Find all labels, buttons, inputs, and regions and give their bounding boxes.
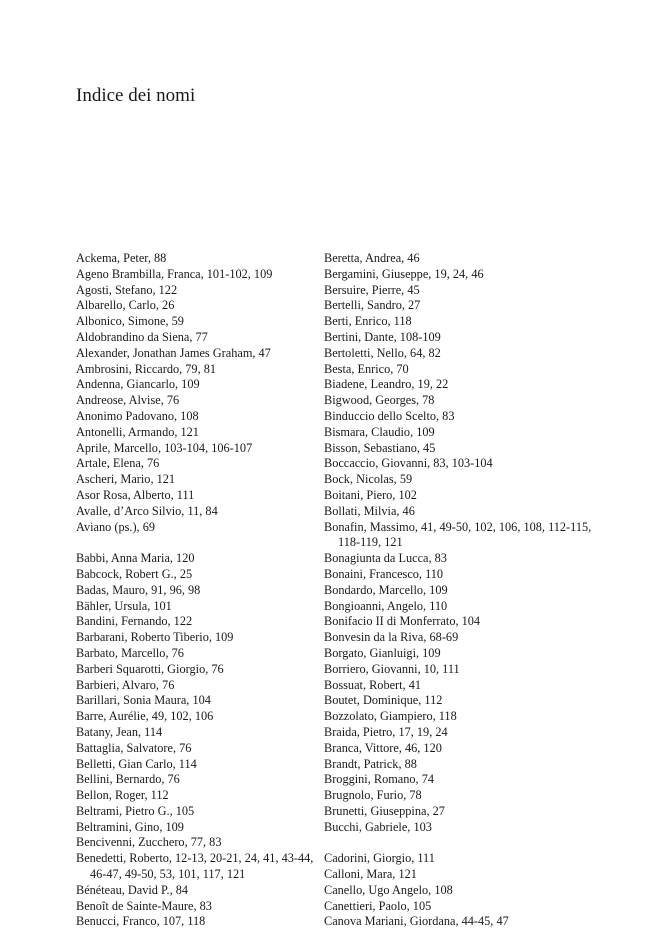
index-entry: Bellon, Roger, 112: [76, 788, 169, 803]
index-column-left: [76, 251, 316, 930]
index-entry: Batany, Jean, 114: [76, 724, 163, 739]
index-entry: Beretta, Andrea, 46: [324, 251, 420, 265]
index-entry: Barbarani, Roberto Tiberio, 109: [76, 630, 234, 645]
index-entry: Bozzolato, Giampiero, 118: [324, 709, 457, 724]
index-entry: Antonelli, Armando, 121: [76, 424, 199, 439]
index-entry: Belletti, Gian Carlo, 114: [76, 756, 197, 771]
index-entry: Alexander, Jonathan James Graham, 47: [76, 345, 271, 360]
index-entry: Ambrosini, Riccardo, 79, 81: [76, 361, 217, 376]
index-entry: Beltramini, Gino, 109: [76, 819, 184, 834]
index-entry: Ascheri, Mario, 121: [76, 472, 176, 487]
index-entry: Bigwood, Georges, 78: [324, 393, 435, 408]
index-entry: Bertelli, Sandro, 27: [324, 298, 421, 313]
index-entry: Canettieri, Paolo, 105: [324, 898, 432, 913]
index-entry: Benucci, Franco, 107, 118: [76, 914, 206, 929]
index-entry: Bossuat, Robert, 41: [324, 677, 422, 692]
index-entry: Barre, Aurélie, 49, 102, 106: [76, 709, 214, 724]
index-entry: Bismara, Claudio, 109: [324, 424, 435, 439]
index-entry: Bisson, Sebastiano, 45: [324, 440, 436, 455]
index-entry: Calloni, Mara, 121: [324, 867, 417, 882]
index-entry: Babcock, Robert G., 25: [76, 566, 193, 581]
index-entry: Canello, Ugo Angelo, 108: [324, 882, 453, 897]
index-entry: Bersuire, Pierre, 45: [324, 282, 420, 297]
index-entry: Brunetti, Giuseppina, 27: [324, 803, 445, 818]
index-entry: Bollati, Milvia, 46: [324, 503, 415, 518]
index-entry: Andenna, Giancarlo, 109: [76, 377, 200, 392]
index-entry: Battaglia, Salvatore, 76: [76, 740, 192, 755]
index-entry: Barbieri, Alvaro, 76: [76, 677, 175, 692]
index-entry: Ackema, Peter, 88: [76, 251, 167, 265]
index-entry: Anonimo Padovano, 108: [76, 408, 199, 423]
index-entry: Biadene, Leandro, 19, 22: [324, 377, 449, 392]
index-entry: Braida, Pietro, 17, 19, 24: [324, 724, 448, 739]
index-entry: Bergamini, Giuseppe, 19, 24, 46: [324, 266, 484, 281]
index-entry: Bellini, Bernardo, 76: [76, 772, 180, 787]
index-entry: Babbi, Anna Maria, 120: [76, 551, 195, 566]
index-entry: Boitani, Piero, 102: [324, 487, 417, 502]
index-entry: Benoît de Sainte-Maure, 83: [76, 898, 212, 913]
index-entry: Bonifacio II di Monferrato, 104: [324, 614, 481, 629]
index-entry: Brugnolo, Furio, 78: [324, 788, 422, 803]
index-entry: Bonagiunta da Lucca, 83: [324, 551, 447, 566]
index-entry: Asor Rosa, Alberto, 111: [76, 487, 195, 502]
index-entry: Bonaini, Francesco, 110: [324, 566, 444, 581]
index-entry: Bertoletti, Nello, 64, 82: [324, 345, 441, 360]
index-entry: Branca, Vittore, 46, 120: [324, 740, 442, 755]
index-entry: Agosti, Stefano, 122: [76, 282, 178, 297]
index-entry: Bondardo, Marcello, 109: [324, 582, 448, 597]
index-entry: Bucchi, Gabriele, 103: [324, 819, 432, 834]
index-entry: Borgato, Gianluigi, 109: [324, 645, 441, 660]
index-entry: Ageno Brambilla, Franca, 101-102, 109: [76, 266, 273, 281]
index-entry: Aprile, Marcello, 103-104, 106-107: [76, 440, 253, 455]
index-entry: Bongioanni, Angelo, 110: [324, 598, 448, 613]
index-entry: Albarello, Carlo, 26: [76, 298, 175, 313]
index-entry: Artale, Elena, 76: [76, 456, 160, 471]
index-entry: Canova Mariani, Giordana, 44-45, 47: [324, 914, 509, 929]
index-entry: Badas, Mauro, 91, 96, 98: [76, 582, 201, 597]
index-entry: Bähler, Ursula, 101: [76, 598, 172, 613]
index-column-right: [324, 251, 594, 930]
index-entry: Borriero, Giovanni, 10, 111: [324, 661, 460, 676]
index-entry: Bock, Nicolas, 59: [324, 472, 413, 487]
index-entry: Aldobrandino da Siena, 77: [76, 329, 208, 344]
index-entry: Boccaccio, Giovanni, 83, 103-104: [324, 456, 493, 471]
index-entry: Brandt, Patrick, 88: [324, 756, 417, 771]
index-entry: Barillari, Sonia Maura, 104: [76, 693, 211, 708]
index-entry: Barberi Squarotti, Giorgio, 76: [76, 661, 224, 676]
index-entry: Barbato, Marcello, 76: [76, 645, 184, 660]
index-entry: Avalle, d’Arco Silvio, 11, 84: [76, 503, 218, 518]
index-entry: Broggini, Romano, 74: [324, 772, 434, 787]
index-entry: Binduccio dello Scelto, 83: [324, 408, 455, 423]
index-entry: Bonvesin da la Riva, 68-69: [324, 630, 459, 645]
index-entry: Boutet, Dominique, 112: [324, 693, 443, 708]
index-entry: Benedetti, Roberto, 12-13, 20-21, 24, 41, 43-44, 46-47, 49-50, 53, 101, 117, 121: [76, 851, 314, 882]
index-entry: Berti, Enrico, 118: [324, 314, 412, 329]
index-entry: Aviano (ps.), 69: [76, 519, 156, 534]
index-entry: Bencivenni, Zucchero, 77, 83: [76, 835, 222, 850]
index-entry: Beltrami, Pietro G., 105: [76, 803, 195, 818]
index-entry: Albonico, Simone, 59: [76, 314, 184, 329]
index-entry: Bonafin, Massimo, 41, 49-50, 102, 106, 108, 112-115, 118-119, 121: [324, 519, 592, 550]
index-entry: Bandini, Fernando, 122: [76, 614, 193, 629]
index-entry: Besta, Enrico, 70: [324, 361, 409, 376]
index-entry: Cadorini, Giorgio, 111: [324, 851, 435, 866]
index-entry: Andreose, Alvise, 76: [76, 393, 180, 408]
index-entry: Bénéteau, David P., 84: [76, 882, 189, 897]
index-entry: Bertini, Dante, 108-109: [324, 329, 441, 344]
page-title: Indice dei nomi: [76, 85, 196, 106]
